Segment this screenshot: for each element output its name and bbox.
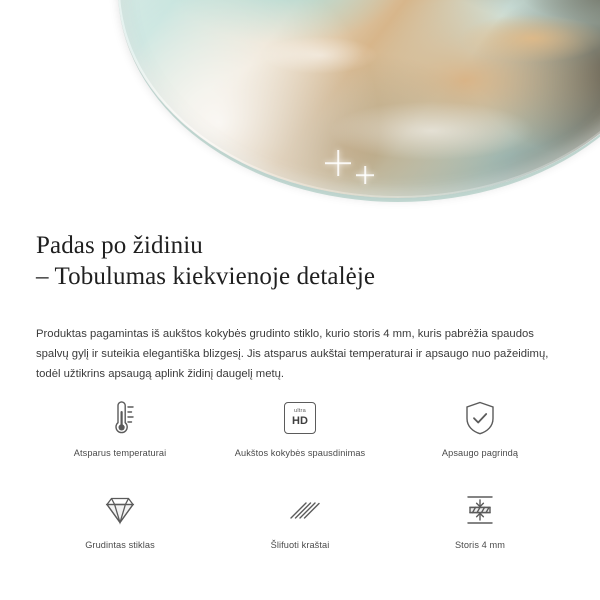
feature-label: Aukštos kokybės spausdinimas [234,448,366,458]
polished-edges-icon [280,488,320,532]
feature-label: Grudintas stiklas [85,540,155,550]
hero-image [0,0,600,218]
thickness-arrows-icon [460,488,500,532]
diamond-icon [100,488,140,532]
feature-item [390,488,570,560]
feature-label: Šlifuoti kraštai [270,540,330,550]
feature-item [30,488,210,560]
feature-grid [30,396,570,560]
feature-item [210,396,390,468]
page-title [36,230,566,292]
ultra-hd-badge-icon [284,396,316,440]
thermometer-icon [103,396,137,440]
page-title-line-2: – Tobulumas kiekvienoje detalėje [36,263,376,290]
feature-label: Apsaugo pagrindą [441,448,519,458]
marble-glass-disc-image [118,0,600,198]
feature-label: Storis 4 mm [454,540,506,550]
feature-item [30,396,210,468]
feature-item [210,488,390,560]
badge-top-text: ultra [294,408,306,415]
page-title-line-1: Padas po židiniu [36,232,203,259]
feature-label: Atsparus temperaturai [73,448,167,458]
shield-check-icon [463,396,497,440]
feature-item [390,396,570,468]
description-paragraph: Produktas pagamintas iš aukštos kokybės grudinto stiklo, kurio storis 4 mm, kuris pabrėžia spaudos spalvų gylį ir suteikia elegantiška blizgesį. Jis atsparus aukštai temperaturai ir apsaugo nuo pažeidimų, todėl užtikrins apsaugą aplink židinį daugelį metų. [36,328,549,381]
badge-bottom-text: HD [292,414,308,427]
